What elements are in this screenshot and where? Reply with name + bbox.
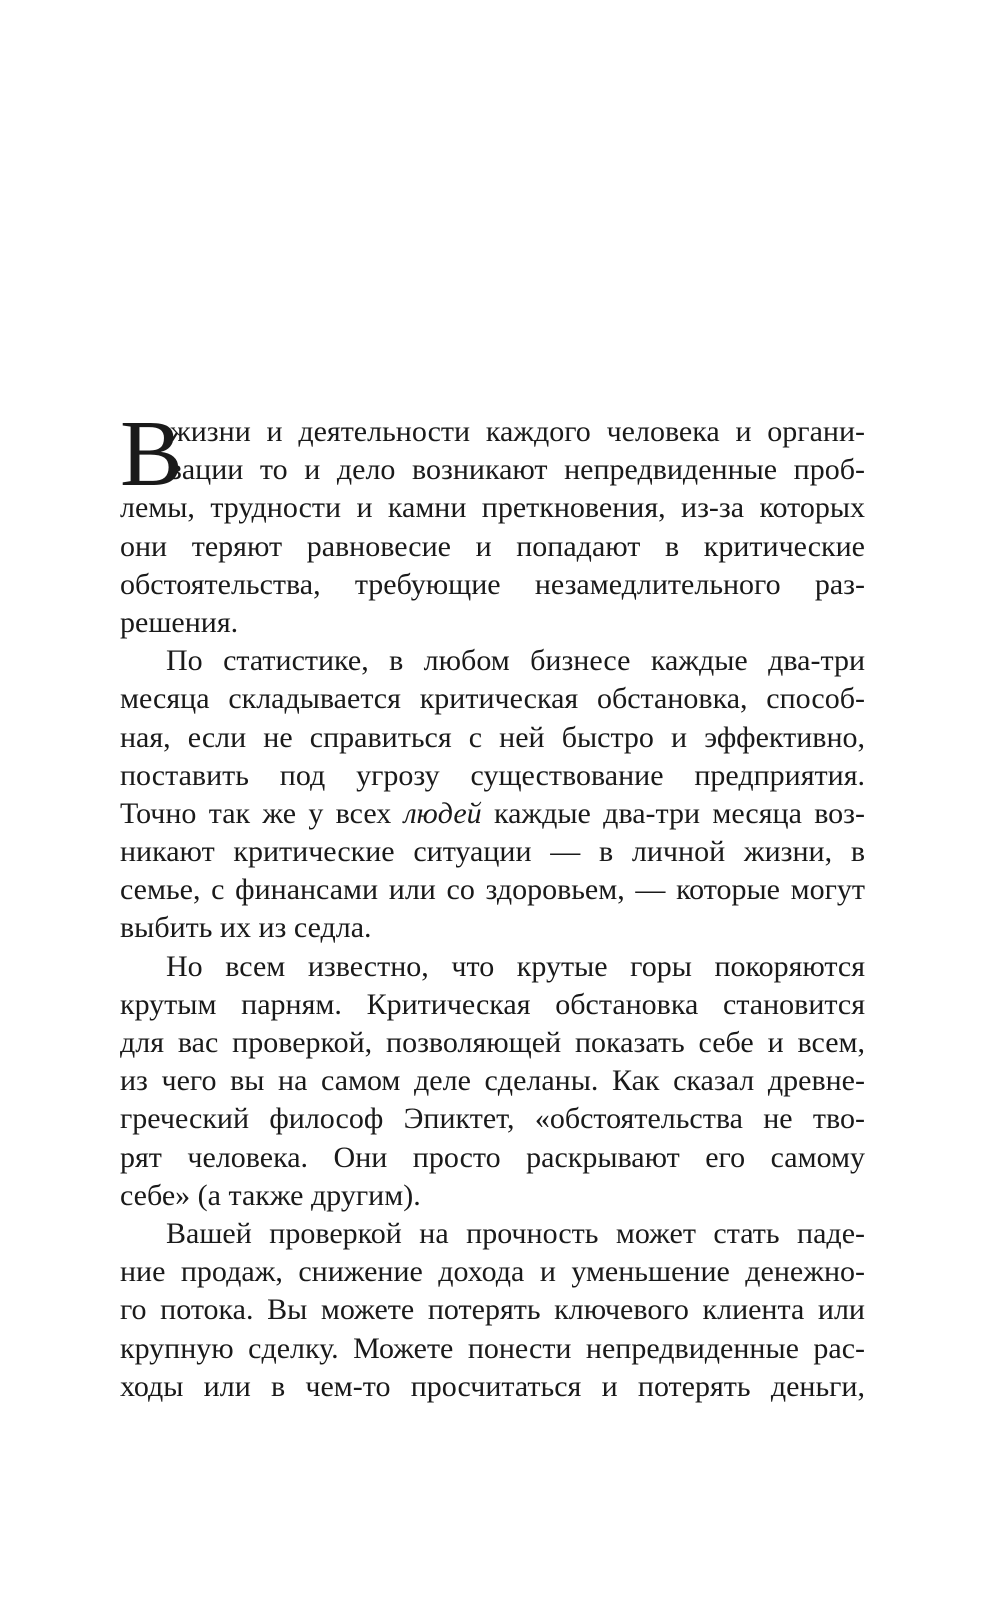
emphasized-word: людей <box>403 796 482 830</box>
text-line: для вас проверкой, позволяющей показать себе и всем, <box>120 1026 865 1059</box>
text-line: из чего вы на самом деле сделаны. Как сказал древне- <box>120 1064 865 1098</box>
text-segment: каждые два-три месяца воз- <box>481 796 865 830</box>
text-line: ходы или в чем-то просчитаться и потерять деньги, <box>120 1369 865 1403</box>
text-line: ная, если не справиться с ней быстро и эффективно, <box>120 720 865 754</box>
text-line: жизни и деятельности каждого человека и органи- <box>170 415 865 448</box>
text-line: семье, с финансами или со здоровьем, — которые могут <box>120 873 865 907</box>
drop-cap-letter: В <box>120 402 183 506</box>
text-line: решения. <box>120 605 239 639</box>
text-line: лемы, трудности и камни преткновения, из-за которых <box>120 491 865 525</box>
text-line: выбить их из седла. <box>120 911 372 945</box>
text-line: По статистике, в любом бизнесе каждые два-три <box>166 644 865 678</box>
text-line: никают критические ситуации — в личной жизни, в <box>120 835 865 869</box>
text-line: зации то и дело возникают непредвиденные проб- <box>170 453 865 487</box>
text-line: себе» (а также другим). <box>120 1178 421 1212</box>
text-line-with-emphasis <box>120 795 865 833</box>
text-line: Вашей проверкой на прочность может стать паде- <box>166 1216 865 1250</box>
book-page-text <box>120 402 865 1406</box>
text-line: греческий философ Эпиктет, «обстоятельства не тво- <box>120 1102 865 1136</box>
text-line: обстоятельства, требующие незамедлительного раз- <box>120 567 865 601</box>
drop-cap <box>120 402 183 506</box>
paragraph-1 <box>120 402 865 642</box>
text-line: крупную сделку. Можете понести непредвиденные рас- <box>120 1331 865 1365</box>
text-line: поставить под угрозу существование предприятия. <box>120 758 865 792</box>
paragraph-4 <box>120 1215 865 1406</box>
paragraph-2 <box>120 642 865 948</box>
text-segment: Точно так же у всех <box>120 796 404 830</box>
text-line: рят человека. Они просто раскрывают его самому <box>120 1140 865 1174</box>
text-line: крутым парням. Критическая обстановка становится <box>120 987 865 1021</box>
text-line: ние продаж, снижение дохода и уменьшение денежно- <box>120 1255 865 1289</box>
text-line: го потока. Вы можете потерять ключевого клиента или <box>120 1293 865 1327</box>
paragraph-3 <box>120 948 865 1215</box>
text-line: Но всем известно, что крутые горы покоряются <box>166 949 865 983</box>
text-line: месяца складывается критическая обстановка, способ- <box>120 682 865 716</box>
text-line: они теряют равновесие и попадают в критические <box>120 529 865 563</box>
